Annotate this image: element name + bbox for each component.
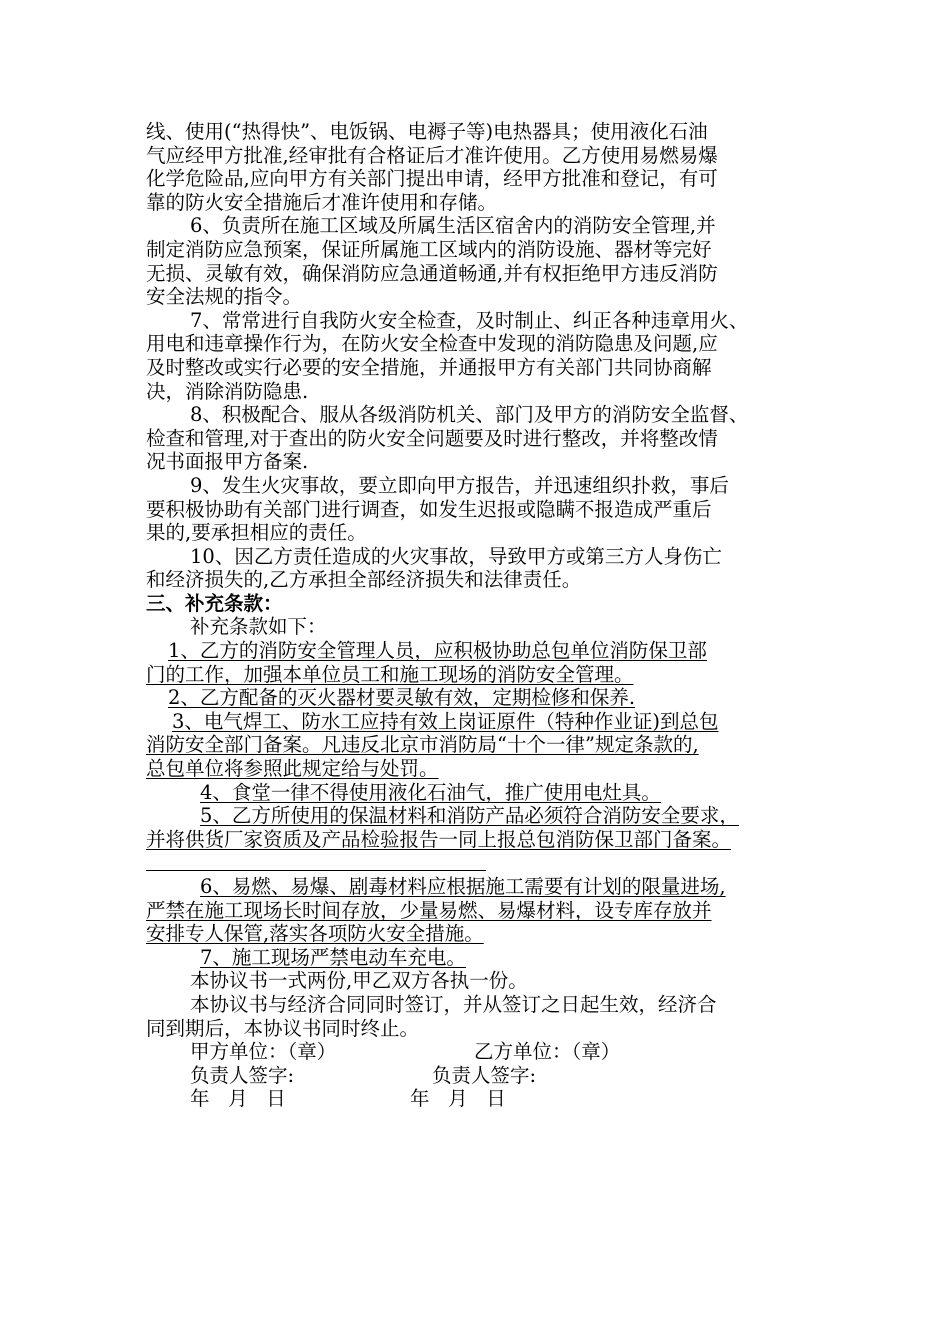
text-line: 6、负责所在施工区域及所属生活区宿舍内的消防安全管理,并 [190, 214, 716, 238]
party-a-signer: 负责人签字: [190, 1063, 295, 1087]
party-a-date: 年 月 日 [190, 1087, 286, 1111]
text-line: 6、易燃、易爆、剧毒材料应根据施工需要有计划的限量进场, [200, 875, 726, 898]
section-heading: 三、补充条款： [146, 591, 283, 615]
text-line: 要积极协助有关部门进行调查，如发生迟报或隐瞒不报造成严重后 [146, 497, 712, 521]
text-line: 果的,要承担相应的责任。 [146, 521, 367, 545]
clause-7 [146, 309, 826, 403]
signature-row-date [146, 1087, 826, 1111]
supplement-item-5 [146, 804, 826, 851]
party-b-unit: 乙方单位：（章） [474, 1040, 621, 1064]
text-line: 8、积极配合、服从各级消防机关、部门及甲方的消防安全监督、 [190, 403, 749, 427]
party-a-unit: 甲方单位：（章） [190, 1040, 337, 1064]
text-line: 安全法规的指令。 [146, 285, 303, 309]
text-line: 1、乙方的消防安全管理人员，应积极协助总包单位消防保卫部 [168, 639, 707, 663]
closing-effect [146, 993, 826, 1040]
text-line: 及时整改或实行必要的安全措施，并通报甲方有关部门共同协商解 [146, 355, 712, 379]
text-line: 检查和管理,对于查出的防火安全问题要及时进行整改，并将整改情 [146, 426, 718, 450]
party-b-date: 年 月 日 [410, 1087, 506, 1111]
supplement-item-1 [146, 639, 826, 686]
text-line: 线、使用(“热得快”、电饭锅、电褥子等)电热器具；使用液化石油 [146, 120, 708, 143]
clause-9 [146, 474, 826, 545]
text-line: 安排专人保管,落实各项防火安全措施。 [146, 922, 484, 946]
text-line: 5、乙方所使用的保温材料和消防产品必须符合消防安全要求， [200, 804, 739, 828]
clause-8 [146, 403, 826, 474]
text-line: 无损、灵敏有效，确保消防应急通道畅通,并有权拒绝甲方违反消防 [146, 261, 718, 285]
text-line: 制定消防应急预案，保证所属施工区域内的消防设施、器材等完好 [146, 237, 712, 261]
clause-10 [146, 545, 826, 592]
text-line: 总包单位将参照此规定给与处罚。 [146, 757, 439, 781]
supplement-item-6 [146, 875, 826, 946]
text-line: 10、因乙方责任造成的火灾事故，导致甲方或第三方人身伤亡 [190, 544, 722, 568]
supplement-intro: 补充条款如下： [190, 615, 327, 639]
text-line: 严禁在施工现场长时间存放，少量易燃、易爆材料，设专库存放并 [146, 898, 712, 922]
supplement-item-7: 7、施工现场严禁电动车充电。 [200, 945, 466, 969]
text-line: 决，消除消防隐患. [146, 379, 309, 403]
text-line: 化学危险品,应向甲方有关部门提出申请，经甲方批准和登记，有可 [146, 167, 718, 191]
signature-row-unit [146, 1040, 826, 1064]
text-line: 本协议书与经济合同同时签订，并从签订之日起生效，经济合 [190, 992, 717, 1016]
closing-copies: 本协议书一式两份,甲乙双方各执一份。 [190, 969, 528, 993]
text-line: 门的工作，加强本单位员工和施工现场的消防安全管理。 [146, 662, 634, 686]
text-line: 气应经甲方批准,经审批有合格证后才准许使用。乙方使用易燃易爆 [146, 143, 718, 167]
text-line: 9、发生火灾事故，要立即向甲方报告，并迅速组织扑救，事后 [190, 473, 729, 497]
blank-underline [146, 851, 826, 875]
text-line: 况书面报甲方备案. [146, 450, 309, 474]
supplement-item-3 [146, 710, 826, 781]
signature-row-sign [146, 1064, 826, 1088]
text-line: 7、常常进行自我防火安全检查，及时制止、纠正各种违章用火、 [190, 308, 749, 332]
document-body [146, 120, 826, 1111]
text-line: 同到期后，本协议书同时终止。 [146, 1016, 420, 1040]
supplement-item-2: 2、乙方配备的灭火器材要灵敏有效，定期检修和保养. [168, 686, 636, 710]
text-line: 并将供货厂家资质及产品检验报告一同上报总包消防保卫部门备案。 [146, 827, 732, 851]
text-line: 3、电气焊工、防水工应持有效上岗证原件（特种作业证)到总包 [172, 709, 719, 733]
text-line: 靠的防火安全措施后才准许使用和存储。 [146, 190, 498, 214]
supplement-item-4: 4、食堂一律不得使用液化石油气，推广使用电灶具。 [200, 780, 661, 804]
text-line: 消防安全部门备案。凡违反北京市消防局“十个一律”规定条款的, [146, 733, 699, 757]
party-b-signer: 负责人签字: [432, 1063, 537, 1087]
text-line: 和经济损失的,乙方承担全部经济损失和法律责任。 [146, 568, 582, 592]
text-line: 用电和违章操作行为，在防火安全检查中发现的消防隐患及问题,应 [146, 332, 718, 356]
clause-5-continuation [146, 120, 826, 214]
clause-6 [146, 214, 826, 308]
